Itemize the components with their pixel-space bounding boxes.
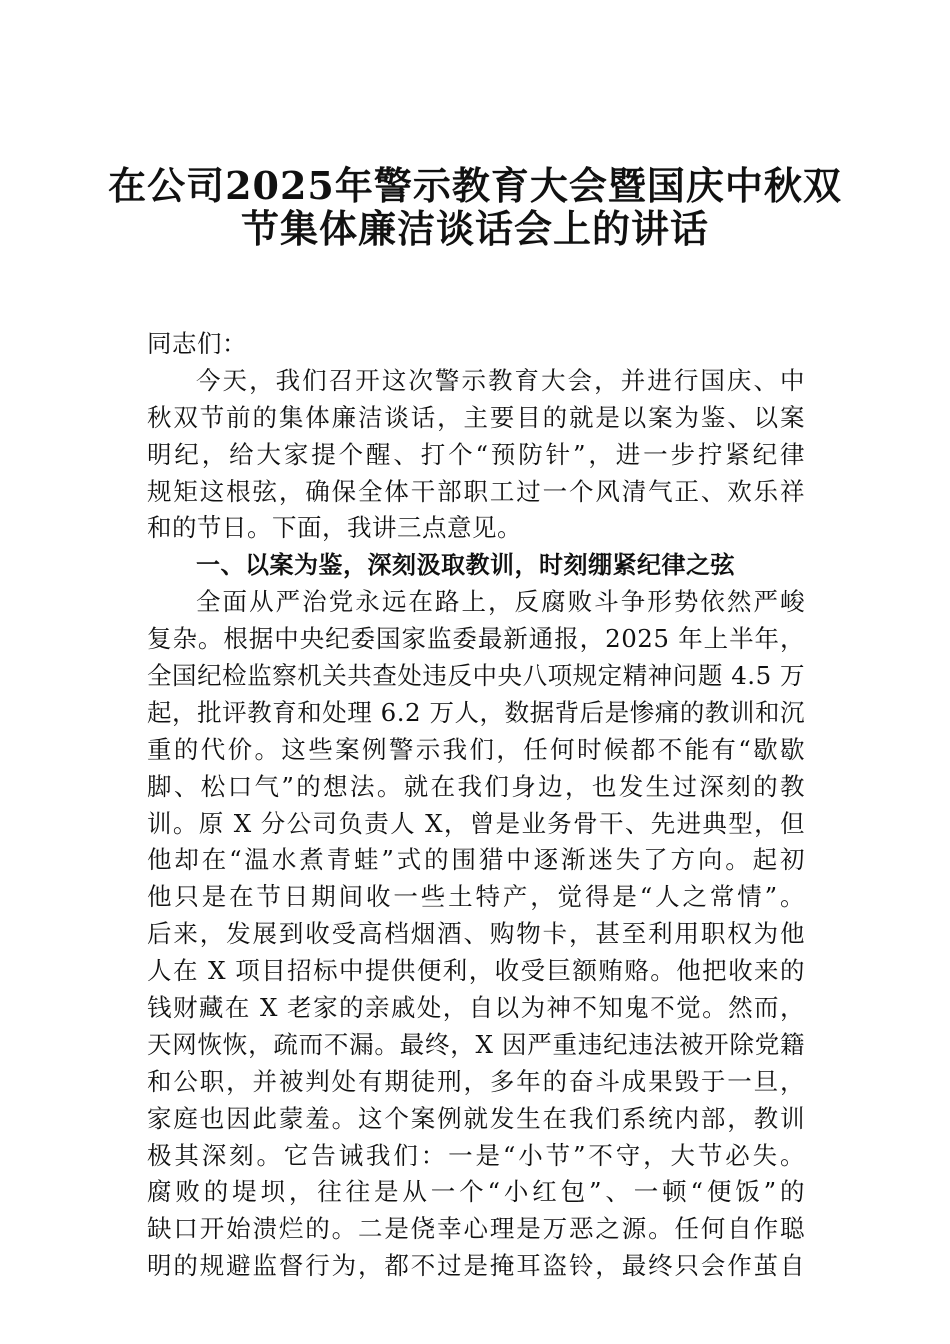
paragraph-line: 家庭也因此蒙羞。这个案例就发生在我们系统内部，教训	[147, 1103, 805, 1133]
paragraph-line: 和公职，并被判处有期徒刑，多年的奋斗成果毁于一旦，	[147, 1066, 805, 1096]
document-title-line-1: 在公司2025年警示教育大会暨国庆中秋双	[108, 163, 842, 208]
paragraph-line: 脚、松口气”的想法。就在我们身边，也发生过深刻的教	[147, 771, 805, 801]
intro-line: 规矩这根弦，确保全体干部职工过一个风清气正、欢乐祥	[147, 476, 805, 506]
paragraph-line: 明的规避监督行为，都不过是掩耳盗铃，最终只会作茧自	[147, 1251, 805, 1281]
intro-line: 明纪，给大家提个醒、打个“预防针”，进一步拧紧纪律	[147, 439, 805, 469]
salutation: 同志们：	[147, 329, 247, 358]
intro-line: 今天，我们召开这次警示教育大会，并进行国庆、中	[196, 365, 805, 395]
paragraph-line: 复杂。根据中央纪委国家监委最新通报，2025 年上半年，	[147, 624, 805, 654]
paragraph-line: 全国纪检监察机关共查处违反中央八项规定精神问题 4.5 万	[147, 661, 805, 691]
section-heading: 一、以案为鉴，深刻汲取教训，时刻绷紧纪律之弦	[196, 551, 735, 580]
document-title-line-2: 节集体廉洁谈话会上的讲话	[240, 206, 709, 251]
document-body	[147, 326, 805, 1285]
paragraph-line: 全面从严治党永远在路上，反腐败斗争形势依然严峻	[196, 587, 805, 617]
intro-line: 和的节日。下面，我讲三点意见。	[147, 513, 522, 543]
paragraph-line: 他却在“温水煮青蛙”式的围猎中逐渐迷失了方向。起初	[147, 845, 805, 875]
paragraph-line: 他只是在节日期间收一些土特产，觉得是“人之常情”。	[147, 882, 805, 912]
paragraph-line: 人在 X 项目招标中提供便利，收受巨额贿赂。他把收来的	[147, 956, 805, 986]
paragraph-line: 起，批评教育和处理 6.2 万人，数据背后是惨痛的教训和沉	[147, 697, 805, 727]
paragraph-line: 天网恢恢，疏而不漏。最终，X 因严重违纪违法被开除党籍	[147, 1029, 805, 1059]
paragraph-line: 钱财藏在 X 老家的亲戚处，自以为神不知鬼不觉。然而，	[147, 993, 805, 1023]
paragraph-line: 极其深刻。它告诫我们：一是“小节”不守，大节必失。	[147, 1140, 805, 1170]
paragraph-line: 腐败的堤坝，往往是从一个“小红包”、一顿“便饭”的	[147, 1177, 805, 1207]
paragraph-line: 重的代价。这些案例警示我们，任何时候都不能有“歇歇	[147, 734, 805, 764]
intro-line: 秋双节前的集体廉洁谈话，主要目的就是以案为鉴、以案	[147, 402, 805, 432]
paragraph-line: 后来，发展到收受高档烟酒、购物卡，甚至利用职权为他	[147, 919, 805, 949]
paragraph-line: 缺口开始溃烂的。二是侥幸心理是万恶之源。任何自作聪	[147, 1214, 805, 1244]
paragraph-line: 训。原 X 分公司负责人 X，曾是业务骨干、先进典型，但	[147, 808, 805, 838]
